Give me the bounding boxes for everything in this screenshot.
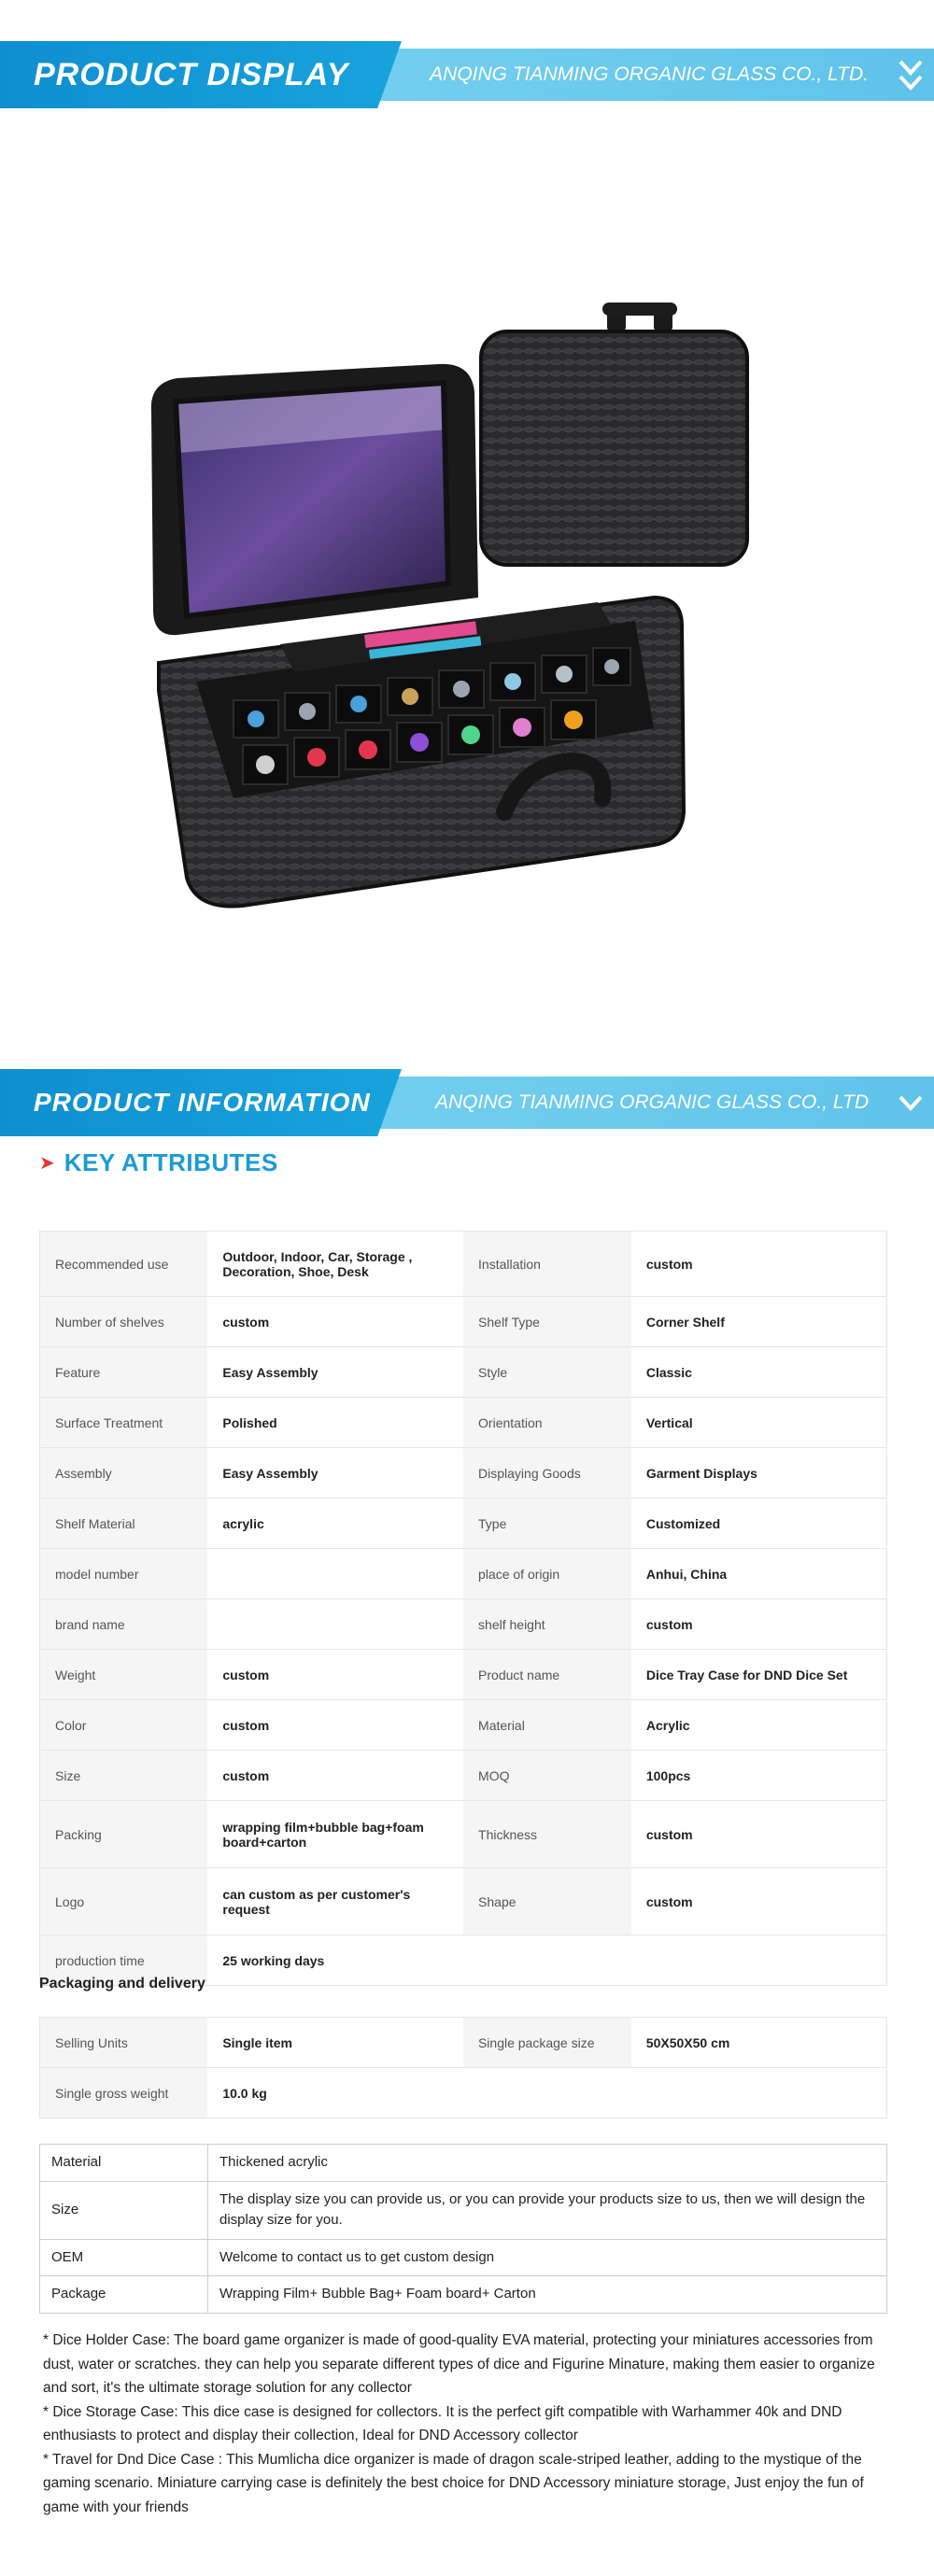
- attribute-value: custom: [207, 1751, 463, 1801]
- attribute-key: brand name: [40, 1599, 208, 1650]
- spec-key: OEM: [40, 2239, 208, 2276]
- attribute-value: 100pcs: [631, 1751, 887, 1801]
- product-image: [131, 289, 803, 943]
- attribute-key: Installation: [463, 1232, 631, 1297]
- attribute-key: Selling Units: [40, 2018, 208, 2068]
- attribute-key: Single package size: [463, 2018, 631, 2068]
- attribute-key: Packing: [40, 1801, 208, 1868]
- attribute-key: Orientation: [463, 1398, 631, 1448]
- attribute-value: Easy Assembly: [207, 1347, 463, 1398]
- attribute-value: Vertical: [631, 1398, 887, 1448]
- attribute-key: model number: [40, 1549, 208, 1599]
- spec-key: Material: [40, 2145, 208, 2182]
- attribute-key: place of origin: [463, 1549, 631, 1599]
- packaging-table: [39, 2017, 887, 2119]
- spec-row: [40, 2239, 887, 2276]
- attribute-key: Number of shelves: [40, 1297, 208, 1347]
- attribute-key: Recommended use: [40, 1232, 208, 1297]
- attribute-row: [40, 1650, 887, 1700]
- spec-table: [39, 2144, 887, 2314]
- attribute-value: 50X50X50 cm: [631, 2018, 887, 2068]
- attribute-value: can custom as per customer's request: [207, 1868, 463, 1936]
- key-attributes-heading: [39, 1144, 278, 1181]
- attribute-row: [40, 1801, 887, 1868]
- attribute-row: [40, 1549, 887, 1599]
- attribute-value: [207, 1599, 463, 1650]
- attribute-row: [40, 1700, 887, 1751]
- attribute-key: production time: [40, 1936, 208, 1986]
- attribute-key: Material: [463, 1700, 631, 1751]
- spec-value: The display size you can provide us, or you can provide your products size to us, then we will design the display size for you.: [208, 2181, 887, 2239]
- attribute-key: Type: [463, 1499, 631, 1549]
- spec-value: Wrapping Film+ Bubble Bag+ Foam board+ Carton: [208, 2276, 887, 2314]
- attribute-value: custom: [207, 1650, 463, 1700]
- product-display-banner: [0, 41, 934, 108]
- attribute-key: Color: [40, 1700, 208, 1751]
- attribute-value: Acrylic: [631, 1700, 887, 1751]
- attribute-key: Shelf Type: [463, 1297, 631, 1347]
- attribute-key: Product name: [463, 1650, 631, 1700]
- attribute-row: [40, 1599, 887, 1650]
- attribute-key: Shelf Material: [40, 1499, 208, 1549]
- attribute-value: Dice Tray Case for DND Dice Set: [631, 1650, 887, 1700]
- attribute-value: custom: [631, 1868, 887, 1936]
- attribute-row: [40, 1297, 887, 1347]
- spec-row: [40, 2276, 887, 2314]
- attribute-key: Weight: [40, 1650, 208, 1700]
- attribute-value: acrylic: [207, 1499, 463, 1549]
- attribute-value: 25 working days: [207, 1936, 886, 1986]
- attribute-value: 10.0 kg: [207, 2068, 886, 2119]
- attribute-value: [207, 1549, 463, 1599]
- attribute-value: Polished: [207, 1398, 463, 1448]
- attribute-row: [40, 2018, 887, 2068]
- banner-company: ANQING TIANMING ORGANIC GLASS CO., LTD.: [430, 63, 869, 85]
- attribute-key: shelf height: [463, 1599, 631, 1650]
- packaging-heading: Packaging and delivery: [39, 1976, 205, 1992]
- spec-value: Thickened acrylic: [208, 2145, 887, 2182]
- attribute-row: [40, 1868, 887, 1936]
- banner-company: ANQING TIANMING ORGANIC GLASS CO., LTD: [435, 1091, 869, 1113]
- attribute-value: Classic: [631, 1347, 887, 1398]
- attribute-value: Anhui, China: [631, 1549, 887, 1599]
- attribute-row: [40, 1232, 887, 1297]
- spec-value: Welcome to contact us to get custom design: [208, 2239, 887, 2276]
- product-information-banner: [0, 1069, 934, 1136]
- attribute-value: Corner Shelf: [631, 1297, 887, 1347]
- attribute-value: custom: [631, 1599, 887, 1650]
- attribute-key: MOQ: [463, 1751, 631, 1801]
- attribute-key: Size: [40, 1751, 208, 1801]
- attribute-key: Logo: [40, 1868, 208, 1936]
- attribute-key: Feature: [40, 1347, 208, 1398]
- attribute-row: [40, 2068, 887, 2119]
- spec-row: [40, 2181, 887, 2239]
- attribute-row: [40, 1751, 887, 1801]
- attribute-value: Easy Assembly: [207, 1448, 463, 1499]
- spec-key: Size: [40, 2181, 208, 2239]
- attribute-row: [40, 1448, 887, 1499]
- attribute-row: [40, 1347, 887, 1398]
- chevron-down-icon: [897, 1082, 925, 1123]
- spec-key: Package: [40, 2276, 208, 2314]
- attribute-value: Single item: [207, 2018, 463, 2068]
- attribute-key: Style: [463, 1347, 631, 1398]
- description-paragraph: * Dice Storage Case: This dice case is designed for collectors. It is the perfect gift compatible with Warhammer 40k and DND enthusiasts to protect and display their collection, Ideal for DND Accessory collector: [43, 2403, 842, 2443]
- banner-title: PRODUCT DISPLAY: [34, 57, 349, 92]
- description-paragraph: * Dice Holder Case: The board game organizer is made of good-quality EVA material, protecting your miniatures accessories from dust, water or scratches. they can help you separate different types of dice and Figurine Minature, making them easier to organize and sort, it's the ultimate storage solution for any collector: [43, 2332, 875, 2396]
- arrow-right-icon: ➤: [39, 1152, 55, 1174]
- attribute-value: custom: [207, 1700, 463, 1751]
- attribute-key: Shape: [463, 1868, 631, 1936]
- attribute-key: Displaying Goods: [463, 1448, 631, 1499]
- attribute-value: custom: [631, 1232, 887, 1297]
- attribute-key: Assembly: [40, 1448, 208, 1499]
- attribute-value: custom: [631, 1801, 887, 1868]
- attribute-value: Outdoor, Indoor, Car, Storage , Decoration, Shoe, Desk: [207, 1232, 463, 1297]
- key-attributes-table: [39, 1231, 887, 1986]
- attribute-key: Surface Treatment: [40, 1398, 208, 1448]
- description-paragraph: * Travel for Dnd Dice Case : This Mumlicha dice organizer is made of dragon scale-striped leather, adding to the mystique of the gaming scenario. Miniature carrying case is definitely the best choice for DND Accessory miniature storage, Just enjoy the fun of game with your friends: [43, 2451, 864, 2515]
- attribute-row: [40, 1398, 887, 1448]
- attribute-key: Thickness: [463, 1801, 631, 1868]
- attribute-value: Customized: [631, 1499, 887, 1549]
- attribute-value: wrapping film+bubble bag+foam board+carton: [207, 1801, 463, 1868]
- spec-row: [40, 2145, 887, 2182]
- attribute-value: custom: [207, 1297, 463, 1347]
- product-description: [43, 2329, 889, 2519]
- double-chevron-down-icon: [897, 54, 925, 95]
- attribute-key: Single gross weight: [40, 2068, 208, 2119]
- attribute-row: [40, 1499, 887, 1549]
- banner-title: PRODUCT INFORMATION: [34, 1088, 371, 1117]
- attribute-value: Garment Displays: [631, 1448, 887, 1499]
- key-attributes-title: KEY ATTRIBUTES: [64, 1147, 278, 1176]
